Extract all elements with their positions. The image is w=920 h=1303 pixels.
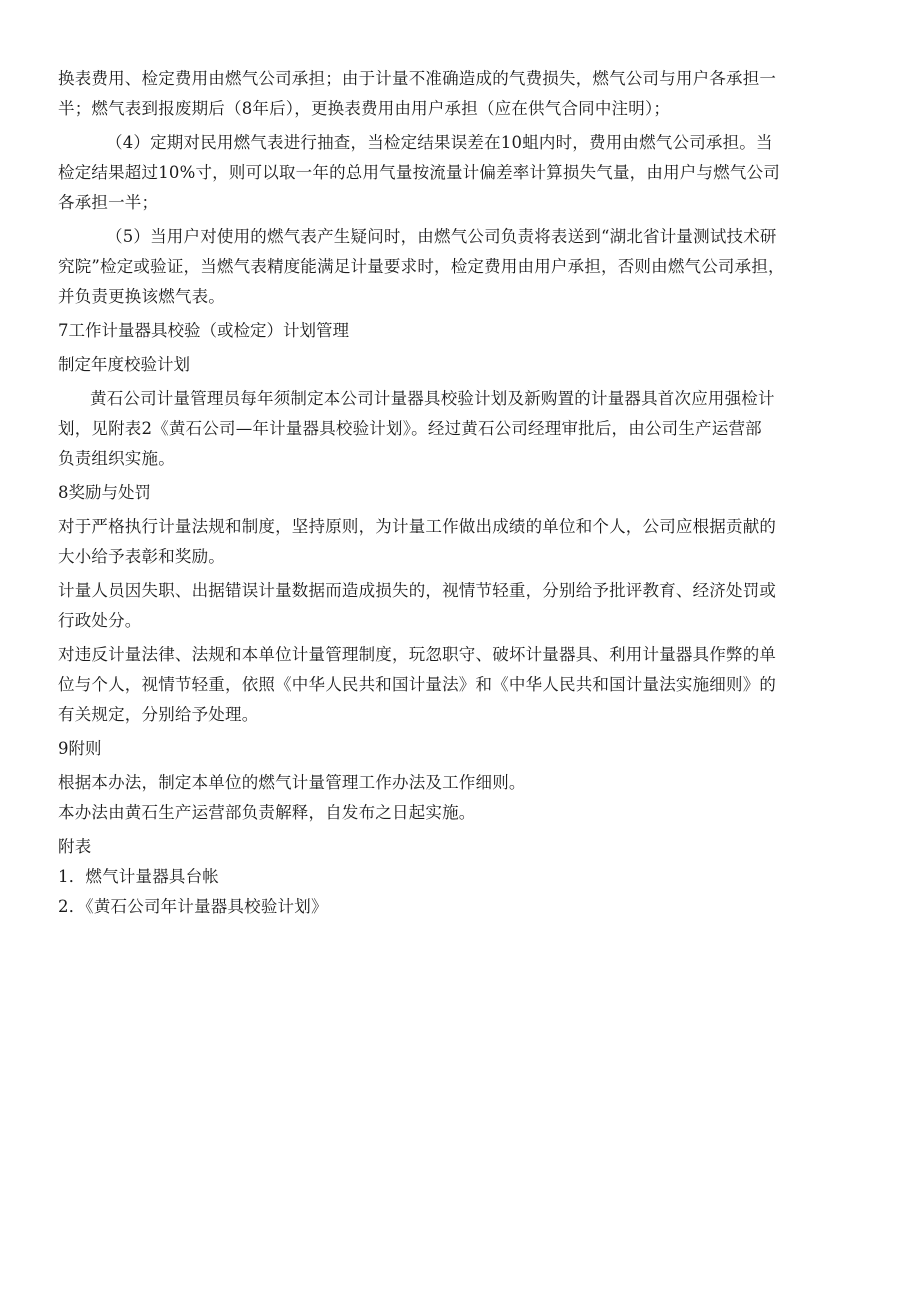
paragraph-supplementary	[58, 768, 858, 828]
appendix-item: 1．燃气计量器具台帐	[58, 867, 219, 886]
paragraph-reward	[58, 512, 858, 572]
appendix-list	[58, 832, 858, 922]
text-line: 根据本办法，制定本单位的燃气计量管理工作办法及工作细则。	[58, 773, 526, 792]
text-line: 检定结果超过10%寸，则可以取一年的总用气量按流量计偏差率计算损失气量，由用户与燃气公司	[58, 163, 780, 182]
paragraph-item-5	[58, 222, 858, 312]
text-line: 并负责更换该燃气表。	[58, 287, 225, 306]
text-line: 究院”检定或验证，当燃气表精度能满足计量要求时，检定费用由用户承担，否则由燃气公司承担，	[58, 257, 785, 276]
section-8-heading: 8奖励与处罚	[58, 483, 151, 502]
paragraph-annual-plan	[58, 384, 858, 474]
section-9-heading: 9附则	[58, 739, 102, 758]
paragraph-meter-replacement-cost	[58, 64, 858, 124]
text-line: 半；燃气表到报废期后（8年后），更换表费用由用户承担（应在供气合同中注明）；	[58, 99, 671, 118]
text-line: 换表费用、检定费用由燃气公司承担；由于计量不准确造成的气费损失，燃气公司与用户各承担一	[58, 69, 777, 88]
text-line: 有关规定，分别给予处理。	[58, 705, 259, 724]
paragraph-penalty-violation	[58, 640, 858, 730]
section-7-subheading: 制定年度校验计划	[58, 355, 190, 374]
text-line: （4）定期对民用燃气表进行抽查，当检定结果误差在10蛆内时，费用由燃气公司承担。当	[106, 133, 773, 152]
text-line: 对违反计量法律、法规和本单位计量管理制度，玩忽职守、破坏计量器具、利用计量器具作弊的单	[58, 645, 777, 664]
text-line: 对于严格执行计量法规和制度，坚持原则，为计量工作做出成绩的单位和个人，公司应根据贡献的	[58, 517, 777, 536]
text-line: 位与个人，视情节轻重，依照《中华人民共和国计量法》和《中华人民共和国计量法实施细则》的	[58, 675, 777, 694]
text-line: 行政处分。	[58, 611, 142, 630]
paragraph-item-4	[58, 128, 858, 218]
text-line: 本办法由黄石生产运营部负责解释，自发布之日起实施。	[58, 803, 476, 822]
text-line: 大小给予表彰和奖励。	[58, 547, 225, 566]
text-line: 黄石公司计量管理员每年须制定本公司计量器具校验计划及新购置的计量器具首次应用强检计	[90, 389, 775, 408]
section-7-heading: 7工作计量器具校验（或检定）计划管理	[58, 321, 349, 340]
paragraph-penalty-staff	[58, 576, 858, 636]
text-line: 计量人员因失职、出据错误计量数据而造成损失的，视情节轻重，分别给予批评教育、经济处罚或	[58, 581, 777, 600]
text-line: （5）当用户对使用的燃气表产生疑问时，由燃气公司负责将表送到“湖北省计量测试技术研	[106, 227, 777, 246]
appendix-label: 附表	[58, 837, 92, 856]
text-line: 各承担一半；	[58, 193, 159, 212]
text-line: 负责组织实施。	[58, 449, 175, 468]
text-line: 划，见附表2《黄石公司—年计量器具校验计划》。经过黄石公司经理审批后，由公司生产运营部	[58, 419, 762, 438]
document-page	[58, 64, 858, 926]
appendix-item: 2．《黄石公司年计量器具校验计划》	[58, 897, 328, 916]
